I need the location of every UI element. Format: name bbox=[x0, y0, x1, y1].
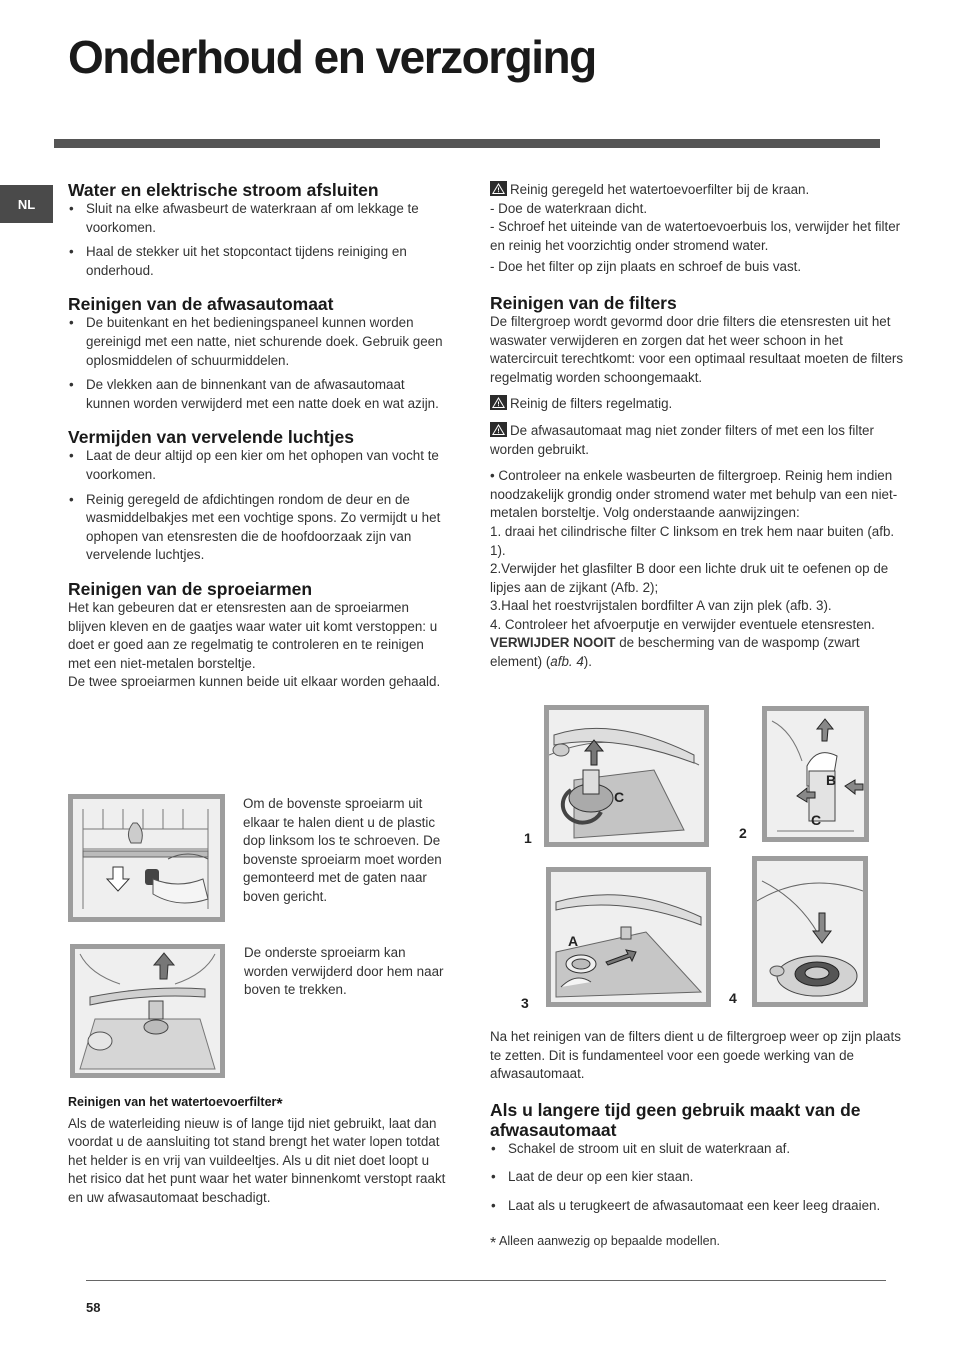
warning-text: Reinig de filters regelmatig. bbox=[510, 396, 673, 412]
heading-reinigen-afwasautomaat: Reinigen van de afwasautomaat bbox=[68, 294, 334, 315]
paragraph: Als de waterleiding nieuw is of lange tijd niet gebruikt, laat dan voordat u de aansluiting tot stand brengt het water lopen totdat het helder is en vrij van vuildeeltjes. Als u dit niet doet loopt u het risico dat het punt waar het water binnenkomt verstopt raakt en uw afwasautomaat beschadigt. bbox=[68, 1115, 446, 1205]
heading-langere-tijd: Als u langere tijd geen gebruik maakt van de afwasautomaat bbox=[490, 1099, 861, 1140]
figure-number: 3 bbox=[521, 995, 529, 1011]
upper-spray-arm-figure bbox=[68, 794, 225, 922]
warning-text: Reinig geregeld het watertoevoerfilter bij de kraan. bbox=[510, 182, 810, 197]
list-item: • De vlekken aan de binnenkant van de afwasautomaat kunnen worden verwijderd met een natte doek en wat azijn. bbox=[68, 376, 446, 413]
figure-number: 4 bbox=[729, 990, 737, 1006]
step-text: 2.Verwijder het glasfilter B door een lichte druk uit te oefenen op de lipjes aan de zijkant (Afb. 2); bbox=[490, 561, 889, 595]
list-item: • Reinig geregeld de afdichtingen rondom de deur en de wasmiddelbakjes met een vochtige spons. Zo vermijdt u het ophopen van etensresten die de hoofdoorzaak zijn van vervelende luchtjes. bbox=[68, 491, 446, 565]
list-item: • Laat de deur op een kier staan. bbox=[490, 1168, 910, 1187]
filter-figure-1 bbox=[544, 705, 709, 847]
heading-watertoevoerfilter: Reinigen van het watertoevoerfilter bbox=[68, 1095, 277, 1109]
paragraph: Na het reinigen van de filters dient u de filtergroep weer op zijn plaats te zetten. Dit is fundamenteel voor een goede werking van de afwasautomaat. bbox=[490, 1029, 901, 1082]
list-item: • Schakel de stroom uit en sluit de waterkraan af. bbox=[490, 1140, 910, 1159]
upper-spray-arm-illustration bbox=[73, 799, 220, 917]
step-text: 3.Haal het roestvrijstalen bordfilter A van zijn plek (afb. 3). bbox=[490, 598, 832, 614]
lower-spray-arm-caption: De onderste sproeiarm kan worden verwijderd door hem naar boven te trekken. bbox=[244, 945, 444, 998]
warning-icon bbox=[490, 422, 507, 437]
lower-spray-arm-illustration bbox=[75, 949, 220, 1073]
list-item: • De buitenkant en het bedieningspaneel kunnen worden gereinigd met een natte, niet schurende doek. Gebruik geen oplosmiddelen of schuurmiddelen. bbox=[68, 314, 446, 370]
filter-label-c: C bbox=[614, 789, 625, 805]
paragraph: • Controleer na enkele wasbeurten de filtergroep. Reinig hem indien noodzakelijk grondig onder stromend water met behulp van een niet-metalen borsteltje. Volg onderstaande aanwijzingen: bbox=[490, 468, 898, 521]
heading-luchtjes: Vermijden van vervelende luchtjes bbox=[68, 427, 354, 448]
footer-rule bbox=[86, 1280, 886, 1281]
filter-label-b: B bbox=[826, 772, 837, 788]
list-item: • Sluit na elke afwasbeurt de waterkraan af om lekkage te voorkomen. bbox=[68, 200, 446, 237]
drain-pump-illustration bbox=[757, 861, 863, 1002]
step-text: 4. Controleer het afvoerputje en verwijder eventuele etensresten. VERWIJDER NOOIT de bescherming van de waspomp (zwart element) (afb. 4). bbox=[490, 616, 875, 670]
step-text: - Doe het filter op zijn plaats en schroef de buis vast. bbox=[490, 259, 802, 275]
emphasis-text: VERWIJDER NOOIT bbox=[490, 635, 616, 651]
figure-number: 2 bbox=[739, 825, 747, 841]
list-item: • Haal de stekker uit het stopcontact tijdens reiniging en onderhoud. bbox=[68, 243, 446, 280]
filter-figure-4 bbox=[752, 856, 868, 1007]
filter-c-illustration bbox=[549, 710, 704, 842]
right-column-lower bbox=[490, 1028, 910, 1253]
paragraph: De filtergroep wordt gevormd door drie filters die etensresten uit het waswater verwijderen en zorgen dat het weer schoon in het watercircuit terechtkomt: voor een optimaal resultaat moeten de filters regelmatig worden schoongemaakt. bbox=[490, 313, 904, 385]
page-title: Onderhoud en verzorging bbox=[68, 31, 596, 83]
heading-filters: Reinigen van de filters bbox=[490, 292, 677, 313]
list-item: • Laat als u terugkeert de afwasautomaat een keer leeg draaien. bbox=[490, 1197, 910, 1216]
filter-label-c: C bbox=[811, 812, 822, 828]
footnote-marker: * bbox=[276, 1096, 283, 1113]
heading-sproeiarmen: Reinigen van de sproeiarmen bbox=[68, 578, 313, 599]
right-column bbox=[490, 181, 910, 672]
footnote-marker: * bbox=[490, 1234, 497, 1252]
step-text: 1. draai het cilindrische filter C linksom en trek hem naar buiten (afb. 1). bbox=[490, 523, 895, 558]
footnote-text: Alleen aanwezig op bepaalde modellen. bbox=[499, 1233, 721, 1248]
title-rule bbox=[54, 139, 880, 148]
step-text: - Doe de waterkraan dicht. bbox=[490, 200, 648, 216]
left-column bbox=[68, 180, 446, 692]
figure-reference: afb. 4 bbox=[550, 654, 584, 670]
page-number: 58 bbox=[86, 1300, 101, 1315]
warning-icon bbox=[490, 395, 507, 410]
heading-water-stroom: Water en elektrische stroom afsluiten bbox=[68, 180, 379, 200]
figure-number: 1 bbox=[524, 830, 532, 846]
lower-spray-arm-figure bbox=[70, 944, 225, 1078]
upper-spray-arm-caption: Om de bovenste sproeiarm uit elkaar te halen dient u de plastic dop linksom los te schroeven. De bovenste sproeiarm moet worden gemonteerd met de gaten naar boven gericht. bbox=[243, 796, 442, 904]
step-text: - Schroef het uiteinde van de watertoevoerbuis los, verwijder het filter en reinig het voorzichtig onder stromend water. bbox=[490, 219, 901, 253]
language-tab: NL bbox=[0, 185, 53, 223]
paragraph: Het kan gebeuren dat er etensresten aan de sproeiarmen blijven kleven en de gaatjes waar water uit komt verstoppen: u doet er goed aan ze regelmatig te controleren en te reinigen met een niet-metalen borsteltje. bbox=[68, 599, 438, 671]
list-item: • Laat de deur altijd op een kier om het ophopen van vocht te voorkomen. bbox=[68, 447, 446, 484]
paragraph: De twee sproeiarmen kunnen beide uit elkaar worden gehaald. bbox=[68, 674, 441, 690]
warning-icon bbox=[490, 181, 507, 196]
water-filter-section bbox=[68, 1093, 446, 1208]
filter-label-a: A bbox=[568, 933, 579, 949]
warning-text: De afwasautomaat mag niet zonder filters of met een los filter worden gebruikt. bbox=[490, 422, 874, 457]
